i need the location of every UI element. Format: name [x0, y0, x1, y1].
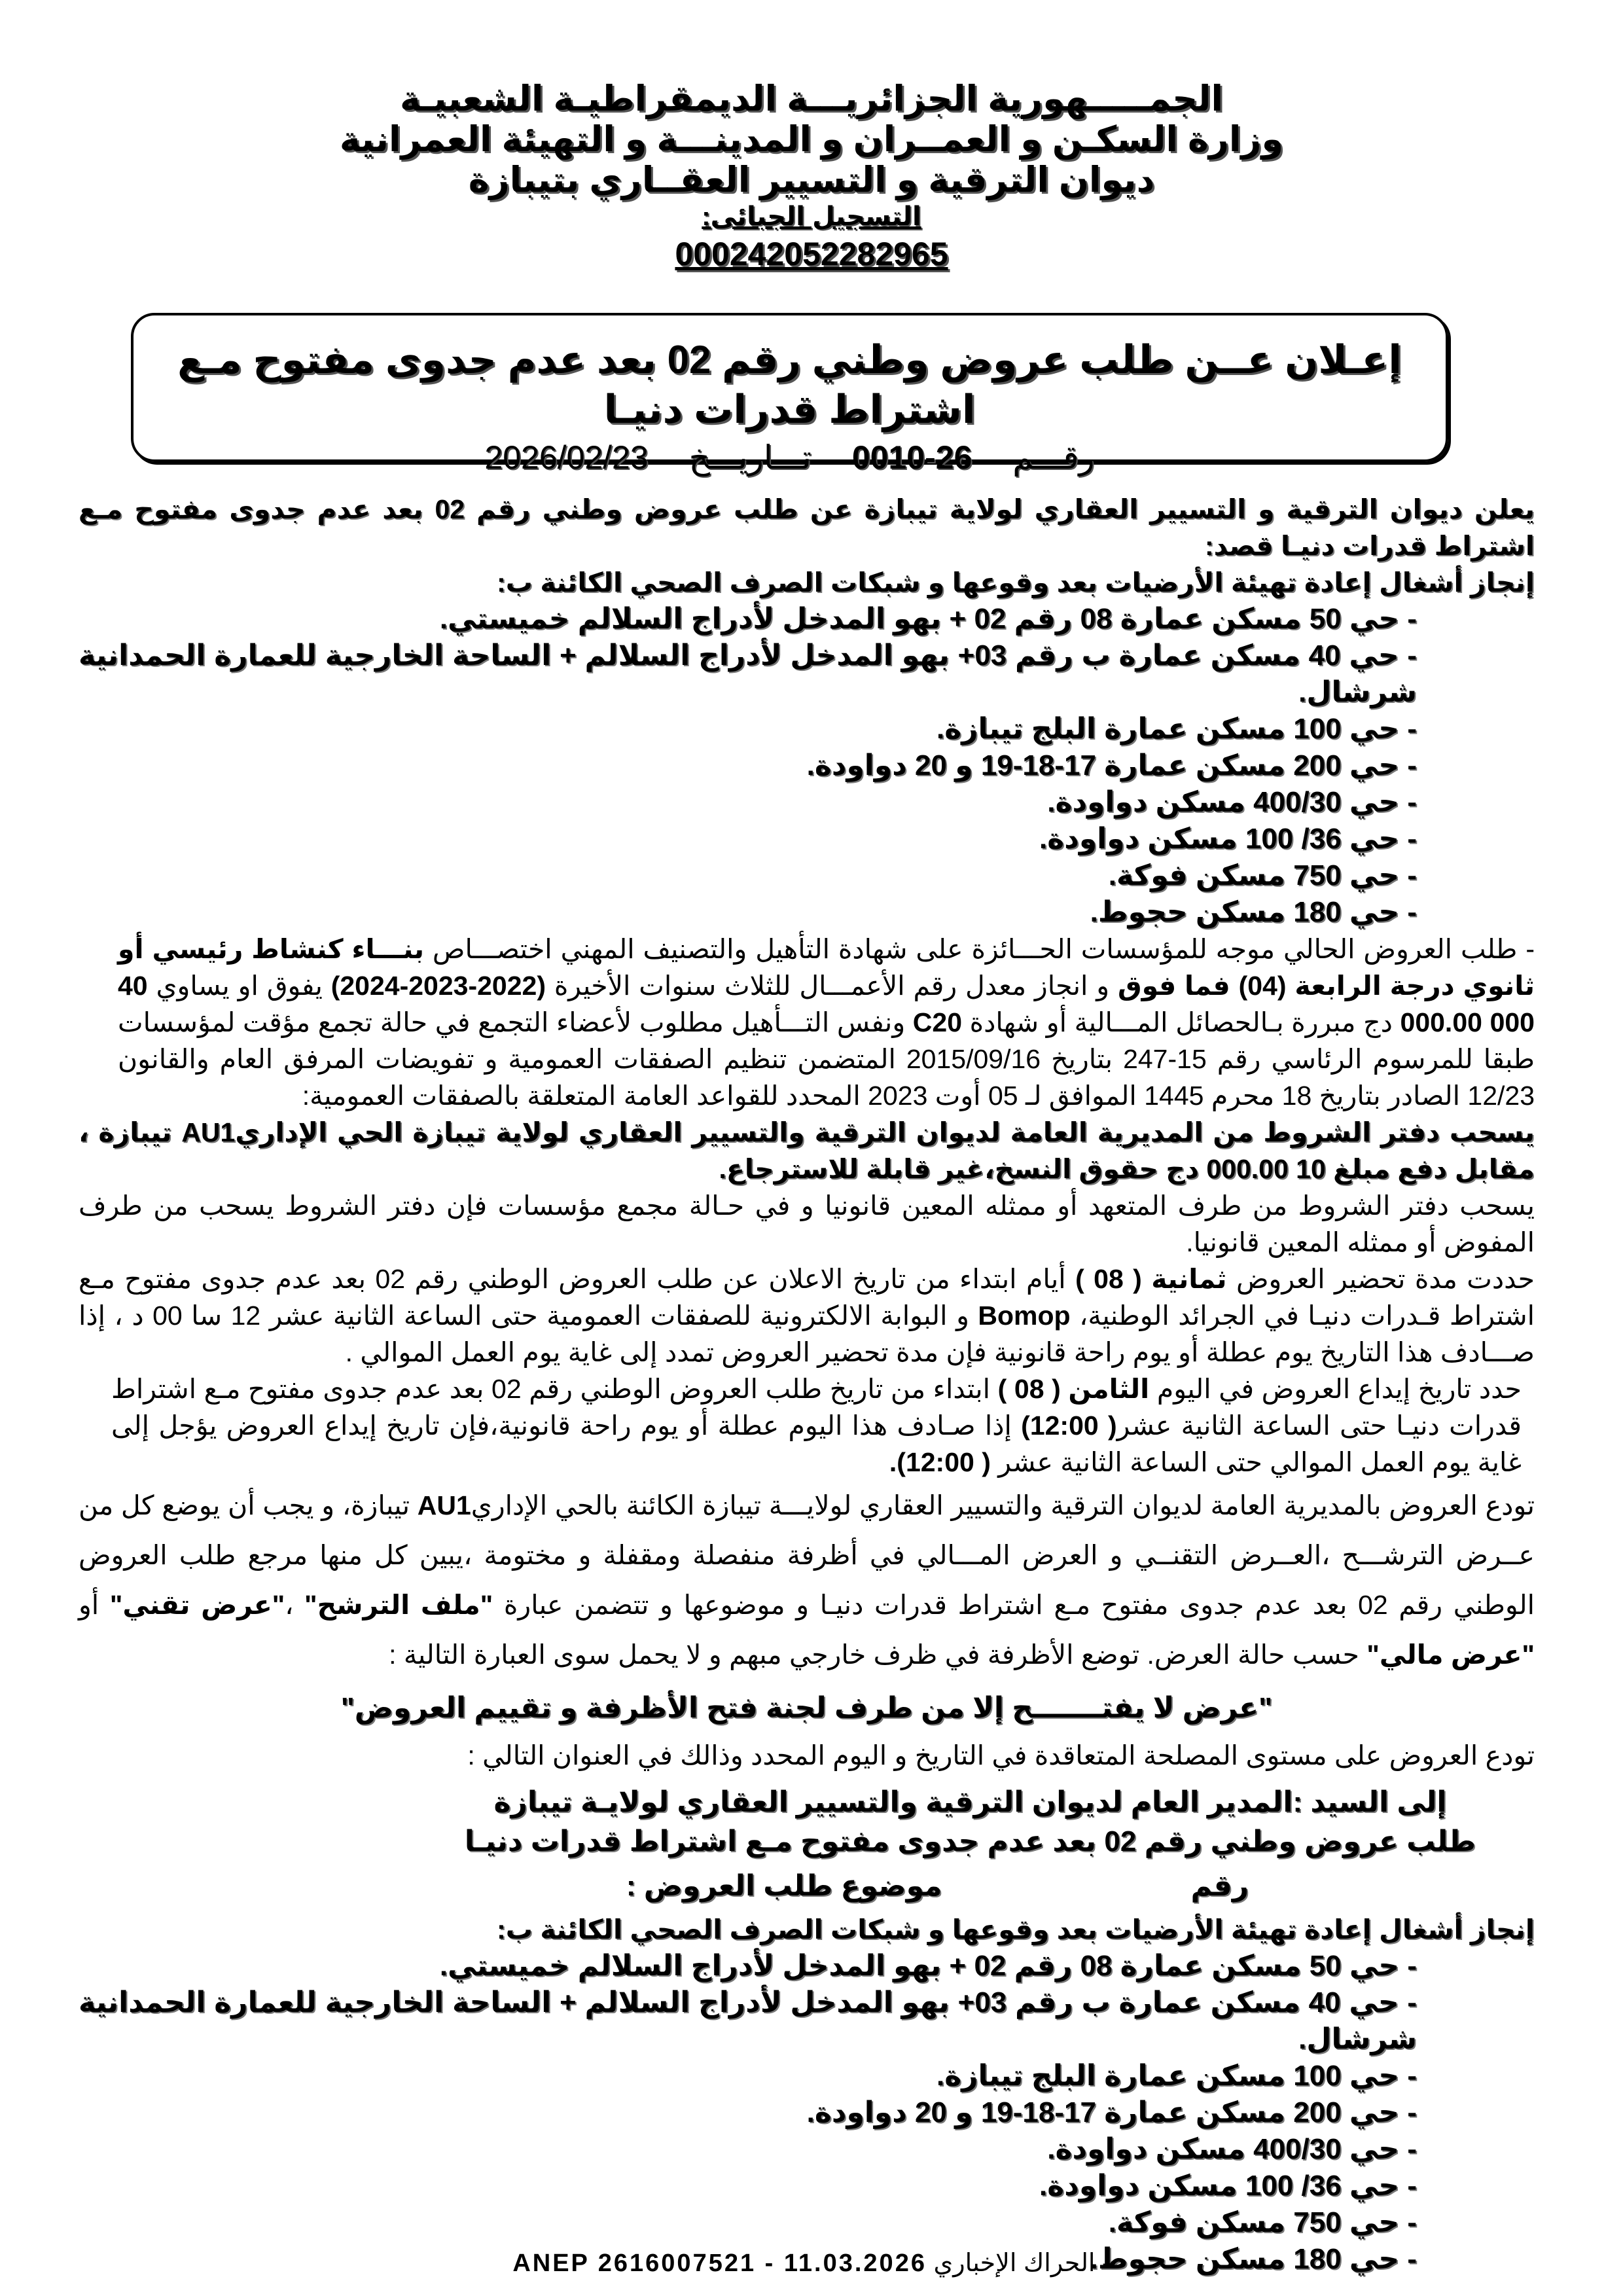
eligibility-text: دج مبررة بـالحصائل المـــالية أو شهادة	[962, 1007, 1400, 1037]
tax-registration-number: 000242052282965	[675, 236, 948, 272]
eligibility-certificate: C20	[912, 1007, 962, 1037]
site-item: - حي 180 مسكن حجوط.	[1090, 896, 1417, 928]
envelope-quote: "عرض لا يفتـــــــح إلا من طرف لجنة فتح الأظرفة و تقييم العروض"	[340, 1692, 1273, 1724]
envelope-label-technical: "عرض تقني"	[109, 1590, 285, 1620]
site-item: - حي 180 مسكن حجوط.	[1090, 2243, 1417, 2275]
site-item: - حي 750 مسكن فوكة.	[1108, 2206, 1417, 2238]
address-subject-row	[79, 1861, 1535, 1911]
deposit-day: الثامن ( 08 )	[997, 1374, 1150, 1404]
site-item: - حي 36/ 100 مسكن دواودة.	[1039, 823, 1417, 855]
eligibility-text: ونفس التـــأهيل مطلوب لأعضاء التجمع في حالة تجمع مؤقت لمؤسسات طبقا للمرسوم الرئاسي رقم 15-247 بتاريخ 2015/09/16 المتضمن تنظيم الصفقات العمومية و تفويضات المرفق العام والقانون 12/23 الصادر بتاريخ 18 محرم 1445 الموافق لـ 05 أوت 2023 المحدد للقواعد العامة المتعلقة بالصفقات العمومية:	[118, 1007, 1535, 1111]
deposit-text: حدد تاريخ إيداع العروض في اليوم	[1149, 1374, 1522, 1404]
sites-list	[79, 601, 1535, 931]
site-item: - حي 200 مسكن عمارة 17-18-19 و 20 دواودة.	[806, 2096, 1417, 2128]
deposit-text: ابتداء من تاريخ طلب العروض الوطني رقم 02 بعد عدم جدوى مفتوح مـع اشتراط قدرات دنيـا حتى الساعة الثانية عشر	[111, 1374, 1522, 1441]
prep-days: ثمانية ( 08 )	[1075, 1264, 1227, 1294]
site-item: - حي 100 مسكن عمارة البلج تيبازة.	[936, 2060, 1417, 2092]
instructions-text: أو	[79, 1590, 110, 1620]
prep-text: أيام ابتداء من تاريخ الاعلان عن طلب العروض الوطني رقم 02 بعد عدم جدوى مفتوح مـع اشتراط قـدرات دنيـا في الجرائد الوطنية،	[79, 1264, 1535, 1331]
address-tender-title: طلب عروض وطني رقم 02 بعد عدم جدوى مفتوح مـع اشتراط قدرات دنيـا	[464, 1825, 1476, 1857]
address-number-label: رقم	[1190, 1870, 1249, 1902]
announcement-title: إعـلان عــن طلب عروض وطني رقم 02 بعد عدم جدوى مفتوح مـع اشتراط قدرات دنيـا	[177, 338, 1402, 431]
anep-code: ANEP 2616007521 - 11.03.2026	[512, 2250, 927, 2277]
site-item: - حي 40 مسكن عمارة ب رقم 03+ بهو المدخل لأدراج السلالم + الساحة الخارجية للعمارة الحمدانية شرشال.	[79, 639, 1418, 708]
au1-label: AU1	[417, 1490, 471, 1520]
site-item: - حي 750 مسكن فوكة.	[1108, 859, 1417, 891]
site-item: - حي 100 مسكن عمارة البلج تيبازة.	[936, 713, 1417, 745]
site-item: - حي 50 مسكن عمارة 08 رقم 02 + بهو المدخل لأدراج السلالم خميستي.	[439, 603, 1417, 635]
announcement-title-box	[131, 313, 1448, 476]
deposit-date-paragraph	[79, 1371, 1535, 1480]
instructions-text: تودع العروض بالمديرية العامة لديوان الترقية والتسيير العقاري لولايـــة تيبازة الكائنة بالحي الإداري	[471, 1490, 1535, 1520]
site-item: - حي 40 مسكن عمارة ب رقم 03+ بهو المدخل لأدراج السلالم + الساحة الخارجية للعمارة الحمدانية شرشال.	[79, 1986, 1418, 2055]
newspaper-name: - الحراك الإخباري	[933, 2250, 1111, 2277]
site-item: - حي 200 مسكن عمارة 17-18-19 و 20 دواودة.	[806, 749, 1417, 781]
sites-list-2	[79, 1948, 1535, 2278]
address-recipient: إلى السيد :المدير العام لديوان الترقية والتسيير العقاري لولايـة تيبازة	[493, 1786, 1447, 1818]
tax-registration-label: التسجيل الجبائى:	[702, 202, 921, 231]
number-value: 26-0010	[851, 439, 972, 476]
envelope-label-application: "ملف الترشح"	[304, 1590, 493, 1620]
office-name: ديوان الترقية و التسيير العقــاري بتيبازة	[468, 160, 1155, 200]
instructions-text: حسب حالة العرض. توضع الأظرفة في ظرف خارجي مبهم و لا يحمل سوى العبارة التالية :	[389, 1640, 1367, 1670]
eligibility-text: - طلب العروض الحالي موجه للمؤسسات الحـــائزة على شهادة التأهيل والتصنيف المهني اختصـــاص	[424, 934, 1535, 964]
site-item: - حي 400/30 مسكن دواودة.	[1047, 2133, 1417, 2165]
publication-footer	[0, 2248, 1623, 2278]
deposit-text: إذا صـادف هذا اليوم عطلة أو يوم راحة قانونية،فإن تاريخ إيداع العروض يؤجل إلى غاية يوم العمل الموالي حتى الساعة الثانية عشر	[111, 1410, 1522, 1477]
works-heading-2: إنجاز أشغال إعادة تهيئة الأرضيات بعد وقوعها و شبكات الصرف الصحي الكائنة ب:	[497, 1914, 1535, 1945]
eligibility-amount: 40 000 000.00	[118, 971, 1535, 1037]
bomop-label: Bomop	[978, 1300, 1071, 1331]
withdrawal-paragraph: يسحب دفتر الشروط من المديرية العامة لديوان الترقية والتسيير العقاري لولاية تيبازة الحي الإداريAU1 تيبازة ، مقابل دفع مبلغ 10 000.00 دج حقوق النسخ،غير قابلة للاسترجاع.	[79, 1117, 1535, 1184]
date-label: تـــاريـــخ	[688, 439, 812, 476]
separator: ،	[285, 1590, 305, 1620]
prep-text: حددت مدة تحضير العروض	[1226, 1264, 1535, 1294]
preparation-period	[79, 1261, 1535, 1371]
date-value: 2026/02/23	[484, 439, 649, 476]
eligibility-activity: بنـــاء كنشاط رئيسي أو ثانوي درجة الرابعة (04) فما فوق	[118, 934, 1535, 1001]
eligibility-paragraph	[79, 931, 1535, 1114]
site-item: - حي 400/30 مسكن دواودة.	[1047, 786, 1417, 818]
eligibility-years: (2022-2023-2024)	[330, 971, 546, 1001]
number-label: رقـــم	[1012, 439, 1095, 476]
announcement-body	[79, 491, 1535, 2278]
site-item: - حي 36/ 100 مسكن دواودة.	[1039, 2170, 1417, 2202]
address-subject-label: موضوع طلب العروض :	[626, 1870, 942, 1902]
republic-name: الجمـــــهورية الجزائريـــة الديمقراطيـة الشعبيـة	[400, 79, 1223, 118]
eligibility-text: و انجاز معدل رقم الأعمـــال للثلاث سنوات الأخيرة	[545, 971, 1118, 1001]
deposit-instructions	[79, 1480, 1535, 1679]
site-item: - حي 50 مسكن عمارة 08 رقم 02 + بهو المدخل لأدراج السلالم خميستي.	[439, 1950, 1417, 1982]
withdrawal-note: يسحب دفتر الشروط من طرف المتعهد أو ممثله المعين قانونيا و في حـالة مجمع مؤسسات فإن دفتر الشروط يسحب من طرف المفوض أو ممثله المعين قانونيا.	[79, 1191, 1535, 1257]
intro-paragraph: يعلن ديوان الترقية و التسيير العقاري لولاية تيبازة عن طلب عروض وطني رقم 02 بعد عدم جدوى مفتوح مـع اشتراط قدرات دنيـا قصد:	[79, 494, 1535, 561]
prep-text: و البوابة الالكترونية للصفقات العمومية حتى الساعة الثانية عشر 12 سا 00 د ، إذا صـــادف هذا التاريخ يوم عطلة أو يوم راحة قانونية فإن مدة تحضير العروض تمدد إلى غاية يوم العمل الموالي .	[79, 1300, 1535, 1367]
announcement-reference	[134, 435, 1446, 480]
document-header	[0, 79, 1623, 275]
eligibility-text: يفوق او يساوي	[147, 971, 331, 1001]
address-intro: تودع العروض على مستوى المصلحة المتعاقدة في التاريخ و اليوم المحدد وذالك في العنوان التالي :	[467, 1740, 1535, 1770]
works-heading: إنجاز أشغال إعادة تهيئة الأرضيات بعد وقوعها و شبكات الصرف الصحي الكائنة ب:	[497, 567, 1535, 598]
deposit-time: ( 12:00).	[889, 1447, 991, 1477]
ministry-name: وزارة السكـن و العمــران و المدينـــة و التهيئة العمرانية	[339, 120, 1284, 159]
deposit-time: ( 12:00)	[1021, 1410, 1117, 1441]
envelope-label-financial: "عرض مالي"	[1366, 1640, 1535, 1670]
instructions-text: تيبازة، و يجب أن يوضع كل من عــرض الترشـــح ،العــرض التقنــي و العرض المـــالي في أظرفة منفصلة ومقفلة و مختومة ،يبين كل منها مرجع طلب العروض الوطني رقم 02 بعد عدم جدوى مفتوح مـع اشتراط قدرات دنيـا و موضوعها و تتضمن عبارة	[79, 1490, 1535, 1620]
